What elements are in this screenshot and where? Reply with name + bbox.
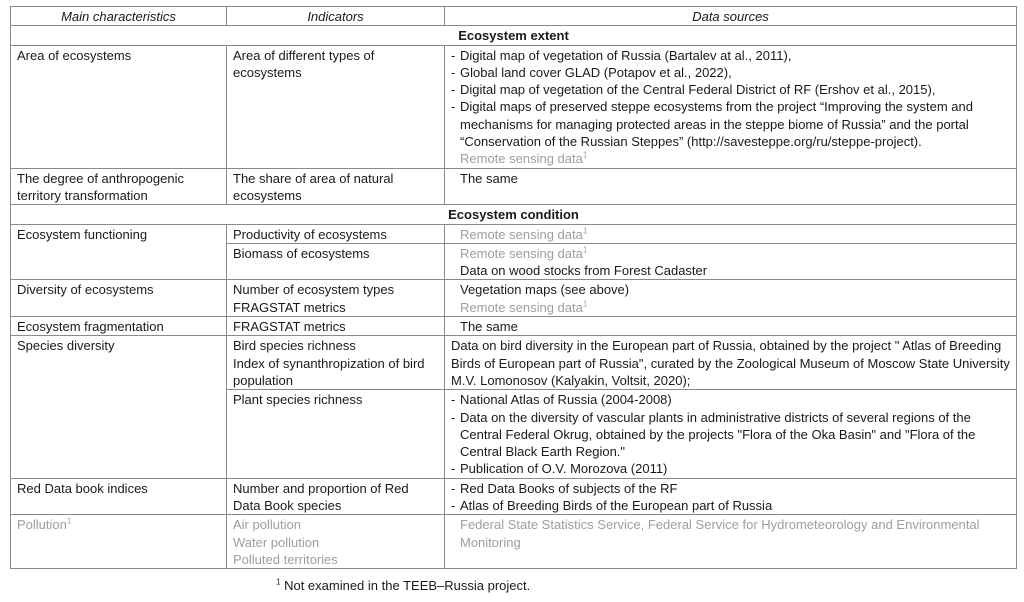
indicator-cell: Number of ecosystem types FRAGSTAT metrics bbox=[227, 280, 445, 317]
indicators-table bbox=[10, 6, 1017, 569]
source-item: - Global land cover GLAD (Potapov et al., 2022), bbox=[451, 64, 732, 80]
source-item-remote: Remote sensing data$^1$ bbox=[460, 151, 588, 167]
table-row bbox=[11, 280, 1017, 317]
sources-cell bbox=[445, 390, 1017, 478]
sources-cell: Vegetation maps (see above) Remote sensing data$^1$ bbox=[445, 280, 1017, 317]
indicator-cell: Plant species richness bbox=[227, 390, 445, 478]
section-row-condition bbox=[11, 205, 1017, 224]
section-row-extent bbox=[11, 26, 1017, 45]
sources-cell: The same bbox=[445, 168, 1017, 205]
indicator-cell: Number and proportion of Red Data Book species bbox=[227, 478, 445, 515]
characteristic-cell: Ecosystem fragmentation bbox=[11, 317, 227, 336]
table-row bbox=[11, 168, 1017, 205]
sources-cell: The same bbox=[445, 317, 1017, 336]
characteristic-cell: Ecosystem functioning bbox=[11, 224, 227, 280]
source-item: - Publication of O.V. Morozova (2011) bbox=[451, 461, 668, 477]
characteristic-cell: The degree of anthropogenic territory transformation bbox=[11, 168, 227, 205]
indicator-cell: FRAGSTAT metrics bbox=[227, 317, 445, 336]
footnote-text: Not examined in the TEEB–Russia project. bbox=[284, 578, 531, 593]
characteristic-cell: Pollution$^1$ bbox=[11, 515, 227, 569]
source-item: - Digital maps of preserved steppe ecosystems from the project “Improving the system and mechanisms for managing protected areas in the steppe biome of Russia” and the portal “Conservation of the Russian Steppes” (http://savesteppe.org/ru/steppe-project). bbox=[451, 99, 973, 150]
characteristic-cell: Red Data book indices bbox=[11, 478, 227, 515]
sources-cell: Data on bird diversity in the European part of Russia, obtained by the project " Atlas of Breeding Birds of European part of Russia", curated by the Zoological Museum of Moscow State University M.V. Lomonosov (Kalyakin, Voltsit, 2020); bbox=[445, 336, 1017, 390]
characteristic-cell: Diversity of ecosystems bbox=[11, 280, 227, 317]
sources-cell bbox=[445, 478, 1017, 515]
sources-cell: Remote sensing data$^1$ Data on wood stocks from Forest Cadaster bbox=[445, 243, 1017, 280]
source-item: - Red Data Books of subjects of the RF bbox=[451, 480, 678, 496]
indicator-cell: Biomass of ecosystems bbox=[227, 243, 445, 280]
characteristic-cell: Species diversity bbox=[11, 336, 227, 478]
indicator-cell: The share of area of natural ecosystems bbox=[227, 168, 445, 205]
indicator-cell: Air pollution Water pollution Polluted territories bbox=[227, 515, 445, 569]
source-item: - Atlas of Breeding Birds of the European part of Russia bbox=[451, 498, 773, 514]
table-row bbox=[11, 45, 1017, 168]
header-row bbox=[11, 7, 1017, 26]
section-ecosystem-condition: Ecosystem condition bbox=[11, 205, 1017, 224]
characteristic-cell: Area of ecosystems bbox=[11, 45, 227, 168]
sources-cell: Federal State Statistics Service, Federal Service for Hydrometeorology and Environmental Monitoring bbox=[445, 515, 1017, 569]
section-ecosystem-extent: Ecosystem extent bbox=[11, 26, 1017, 45]
header-main-characteristics: Main characteristics bbox=[11, 7, 227, 26]
source-item: - Digital map of vegetation of the Central Federal District of RF (Ershov et al., 2015), bbox=[451, 82, 936, 98]
source-item: - Digital map of vegetation of Russia (Bartalev at al., 2011), bbox=[451, 47, 792, 63]
table-row bbox=[11, 224, 1017, 243]
table-row bbox=[11, 336, 1017, 390]
table-row-pollution bbox=[11, 515, 1017, 569]
table-row bbox=[11, 317, 1017, 336]
indicator-cell: Bird species richness Index of synanthropization of bird population bbox=[227, 336, 445, 390]
indicator-cell: Productivity of ecosystems bbox=[227, 224, 445, 243]
source-item: - Data on the diversity of vascular plants in administrative districts of several regions of the Central Federal Okrug, obtained by the projects "Flora of the Oka Basin" and "Flora of the Central Black Earth Region." bbox=[451, 409, 976, 460]
table-container bbox=[10, 6, 1016, 569]
header-data-sources: Data sources bbox=[445, 7, 1017, 26]
source-item: - National Atlas of Russia (2004-2008) bbox=[451, 392, 672, 408]
sources-cell: Remote sensing data$^1$ bbox=[445, 224, 1017, 243]
footnote-mark: 1 bbox=[276, 577, 281, 587]
footnote bbox=[276, 578, 530, 593]
table-row bbox=[11, 478, 1017, 515]
sources-cell bbox=[445, 45, 1017, 168]
indicator-cell: Area of different types of ecosystems bbox=[227, 45, 445, 168]
header-indicators: Indicators bbox=[227, 7, 445, 26]
